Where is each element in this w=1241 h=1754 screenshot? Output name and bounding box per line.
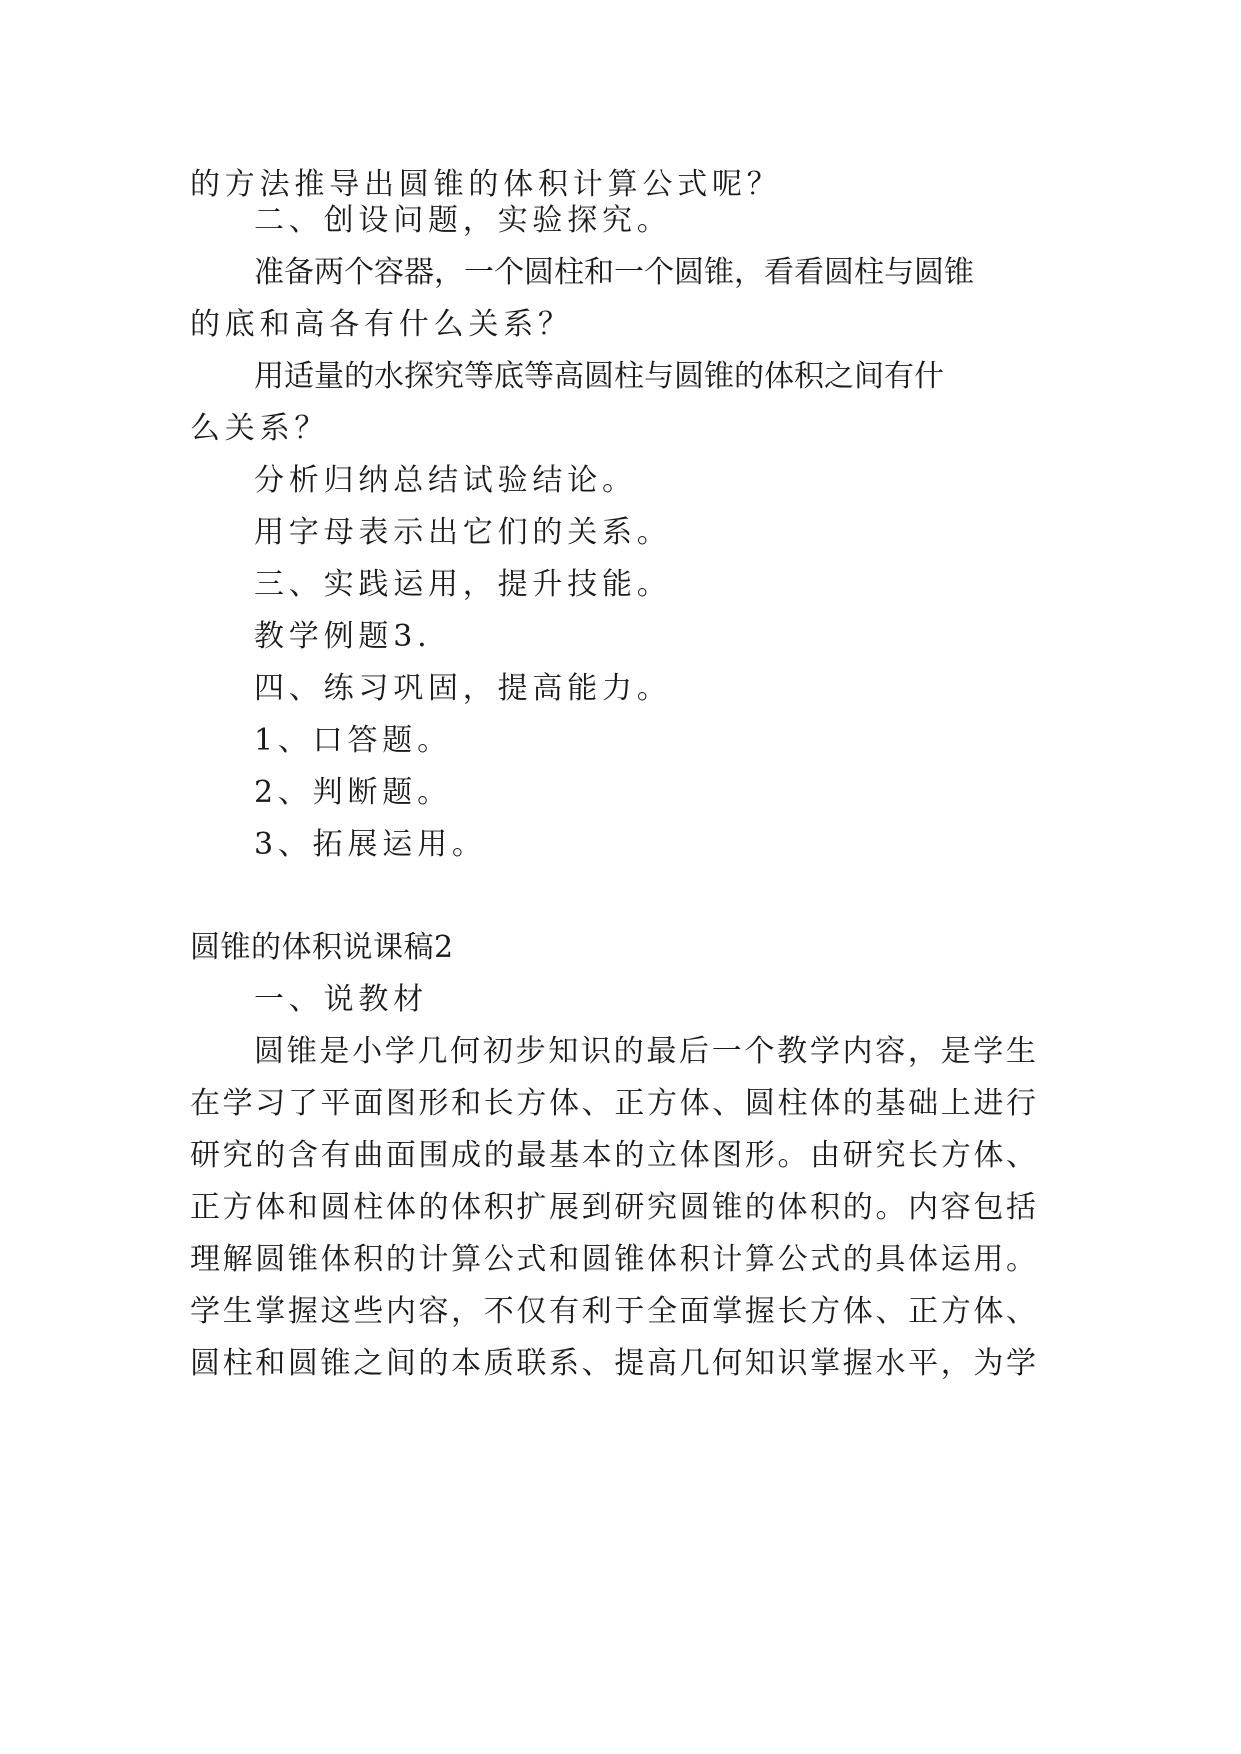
section-heading: 二、创设问题，实验探究。 — [254, 203, 672, 238]
document-title: 圆锥的体积说课稿2 — [190, 930, 454, 965]
paragraph-line: 圆柱和圆锥之间的本质联系、提高几何知识掌握水平，为学 — [190, 1346, 1036, 1381]
section-heading: 一、说教材 — [254, 982, 428, 1017]
paragraph-line: 学生掌握这些内容，不仅有利于全面掌握长方体、正方体、 — [190, 1294, 1036, 1329]
paragraph-line: 准备两个容器，一个圆柱和一个圆锥，看看圆柱与圆锥 — [254, 255, 974, 290]
paragraph-line: 分析归纳总结试验结论。 — [254, 463, 637, 498]
paragraph-line: 研究的含有曲面围成的最基本的立体图形。由研究长方体、 — [190, 1138, 1036, 1173]
paragraph-line: 的底和高各有什么关系？ — [190, 307, 573, 342]
list-item: 3、拓展运用。 — [254, 827, 487, 862]
paragraph-line: 圆锥是小学几何初步知识的最后一个教学内容，是学生 — [254, 1034, 1036, 1069]
list-item: 1、口答题。 — [254, 723, 452, 758]
section-heading: 四、练习巩固，提高能力。 — [254, 671, 672, 706]
paragraph-line: 的方法推导出圆锥的体积计算公式呢？ — [190, 167, 782, 202]
paragraph-line: 理解圆锥体积的计算公式和圆锥体积计算公式的具体运用。 — [190, 1242, 1036, 1277]
paragraph-line: 教学例题3. — [254, 619, 432, 654]
paragraph-line: 用字母表示出它们的关系。 — [254, 515, 672, 550]
paragraph-line: 正方体和圆柱体的体积扩展到研究圆锥的体积的。内容包括 — [190, 1190, 1036, 1225]
paragraph-line: 用适量的水探究等底等高圆柱与圆锥的体积之间有什 — [254, 359, 944, 394]
section-heading: 三、实践运用，提升技能。 — [254, 567, 672, 602]
paragraph-line: 么关系？ — [190, 411, 330, 446]
list-item: 2、判断题。 — [254, 775, 452, 810]
paragraph-line: 在学习了平面图形和长方体、正方体、圆柱体的基础上进行 — [190, 1086, 1036, 1121]
